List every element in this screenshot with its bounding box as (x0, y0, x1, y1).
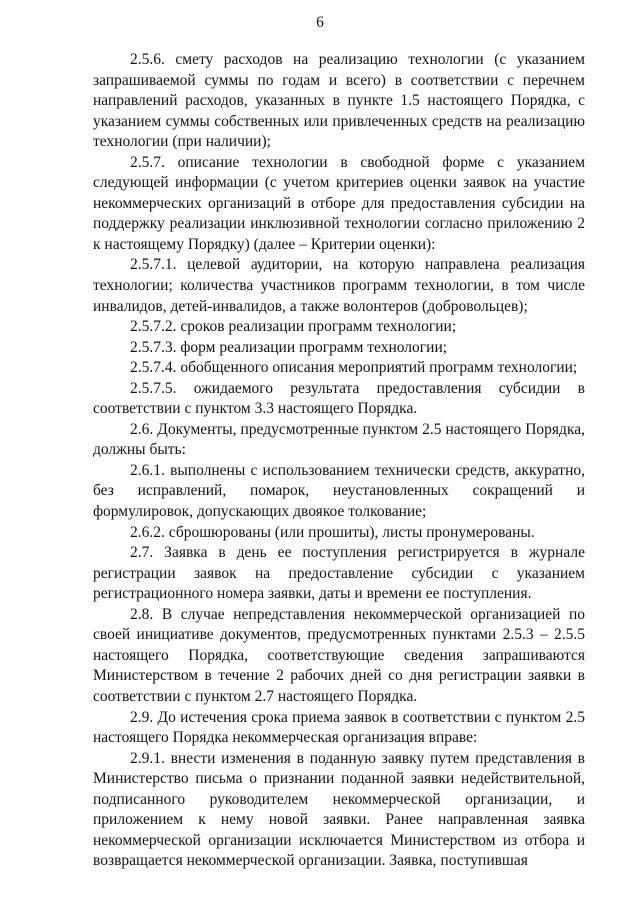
paragraph-2-9: 2.9. До истечения срока приема заявок в соответствии с пунктом 2.5 настоящего Порядка некоммерческая организация вправе: (93, 708, 585, 747)
paragraph-2-5-7: 2.5.7. описание технологии в свободной форме с указанием следующей информации (с учетом критериев оценки заявок на участие некоммерческих организаций в отборе для предоставления субсидии на поддержку реализации инклюзивной технологии согласно приложению 2 к настоящему Порядку) (далее – Критерии оценки): (93, 153, 585, 253)
paragraph-2-5-6: 2.5.6. смету расходов на реализацию технологии (с указанием запрашиваемой суммы по годам и всего) в соответствии с перечнем направлений расходов, указанных в пункте 1.5 настоящего Порядка, с указанием суммы собственных или привлеченных средств на реализацию технологии (при наличии); (93, 51, 585, 151)
document-body (93, 50, 585, 872)
paragraph-2-8: 2.8. В случае непредставления некоммерческой организацией по своей инициативе документов, предусмотренных пунктами 2.5.3 – 2.5.5 настоящего Порядка, соответствующие сведения запрашиваются Министерством в течение 2 рабочих дней со дня регистрации заявки в соответствии с пунктом 2.7 настоящего Порядка. (93, 605, 585, 705)
page-number: 6 (316, 14, 324, 31)
paragraph-2-6: 2.6. Документы, предусмотренные пунктом 2.5 настоящего Порядка, должны быть: (93, 420, 585, 459)
paragraph-2-7: 2.7. Заявка в день ее поступления регистрируется в журнале регистрации заявок на предоставление субсидии с указанием регистрационного номера заявки, даты и времени ее поступления. (93, 544, 585, 603)
paragraph-2-6-1: 2.6.1. выполнены с использованием технически средств, аккуратно, без исправлений, помарок, неустановленных сокращений и формулировок, допускающих двоякое толкование; (93, 461, 585, 521)
paragraph-2-9-1: 2.9.1. внести изменения в поданную заявку путем представления в Министерство письма о признании поданной заявки недействительной, подписанного руководителем некоммерческой организации, и приложением к нему новой заявки. Ранее направленная заявка некоммерческой организации исключается Министерством из отбора и возвращается некоммерческой организации. Заявка, поступившая (93, 749, 585, 870)
paragraph-2-5-7-2: 2.5.7.2. сроков реализации программ технологии; (130, 318, 457, 336)
paragraph-2-5-7-5: 2.5.7.5. ожидаемого результата предоставления субсидии в соответствии с пунктом 3.3 настоящего Порядка. (93, 379, 585, 418)
paragraph-2-5-7-1: 2.5.7.1. целевой аудитории, на которую направлена реализация технологии; количества участников программ технологии, в том числе инвалидов, детей-инвалидов, а также волонтеров (добровольцев); (93, 256, 585, 315)
paragraph-2-6-2: 2.6.2. сброшюрованы (или прошиты), листы пронумерованы. (130, 523, 535, 541)
paragraph-2-5-7-4: 2.5.7.4. обобщенного описания мероприятий программ технологии; (130, 359, 578, 377)
paragraph-2-5-7-3: 2.5.7.3. форм реализации программ технологии; (130, 338, 448, 356)
